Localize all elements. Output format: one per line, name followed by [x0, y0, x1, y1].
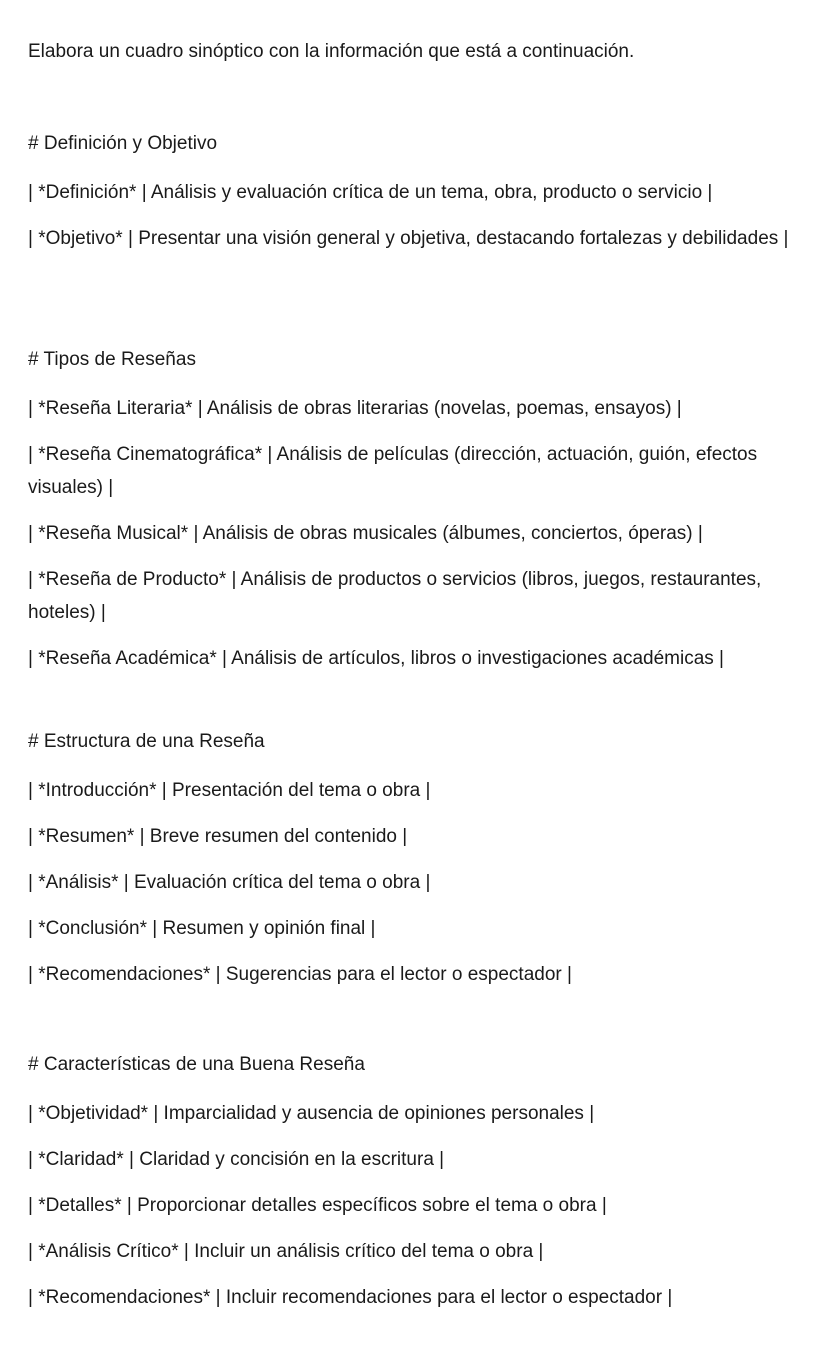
- table-row: | *Reseña Literaria* | Análisis de obras literarias (novelas, poemas, ensayos) |: [28, 398, 682, 419]
- table-row: | *Análisis Crítico* | Incluir un análisis crítico del tema o obra |: [28, 1241, 544, 1262]
- section-caracteristicas-resena: [28, 1051, 808, 1314]
- table-row: | *Reseña de Producto* | Análisis de productos o servicios (libros, juegos, restaurantes, hoteles) |: [28, 569, 762, 623]
- table-row: | *Conclusión* | Resumen y opinión final |: [28, 918, 376, 939]
- section-estructura-resena: [28, 728, 808, 991]
- section-heading: # Estructura de una Reseña: [28, 731, 265, 752]
- table-row: | *Reseña Académica* | Análisis de artículos, libros o investigaciones académicas |: [28, 648, 724, 669]
- section-tipos-resenas: [28, 346, 808, 675]
- table-row: | *Recomendaciones* | Incluir recomendaciones para el lector o espectador |: [28, 1287, 673, 1308]
- table-row: | *Recomendaciones* | Sugerencias para el lector o espectador |: [28, 964, 572, 985]
- section-definicion-objetivo: [28, 130, 808, 255]
- table-row: | *Claridad* | Claridad y concisión en la escritura |: [28, 1149, 445, 1170]
- section-heading: # Características de una Buena Reseña: [28, 1054, 365, 1075]
- table-row: | *Objetividad* | Imparcialidad y ausencia de opiniones personales |: [28, 1103, 595, 1124]
- table-row: | *Reseña Musical* | Análisis de obras musicales (álbumes, conciertos, óperas) |: [28, 523, 703, 544]
- table-row: | *Definición* | Análisis y evaluación crítica de un tema, obra, producto o servicio |: [28, 182, 713, 203]
- table-row: | *Resumen* | Breve resumen del contenido |: [28, 826, 408, 847]
- table-row: | *Reseña Cinematográfica* | Análisis de películas (dirección, actuación, guión, efectos visuales) |: [28, 444, 758, 498]
- table-row: | *Análisis* | Evaluación crítica del tema o obra |: [28, 872, 431, 893]
- section-heading: # Definición y Objetivo: [28, 133, 218, 154]
- table-row: | *Objetivo* | Presentar una visión general y objetiva, destacando fortalezas y debilidades |: [28, 228, 789, 249]
- table-row: | *Introducción* | Presentación del tema o obra |: [28, 780, 431, 801]
- section-heading: # Tipos de Reseñas: [28, 349, 196, 370]
- intro-text: Elabora un cuadro sinóptico con la información que está a continuación.: [28, 41, 635, 62]
- table-row: | *Detalles* | Proporcionar detalles específicos sobre el tema o obra |: [28, 1195, 607, 1216]
